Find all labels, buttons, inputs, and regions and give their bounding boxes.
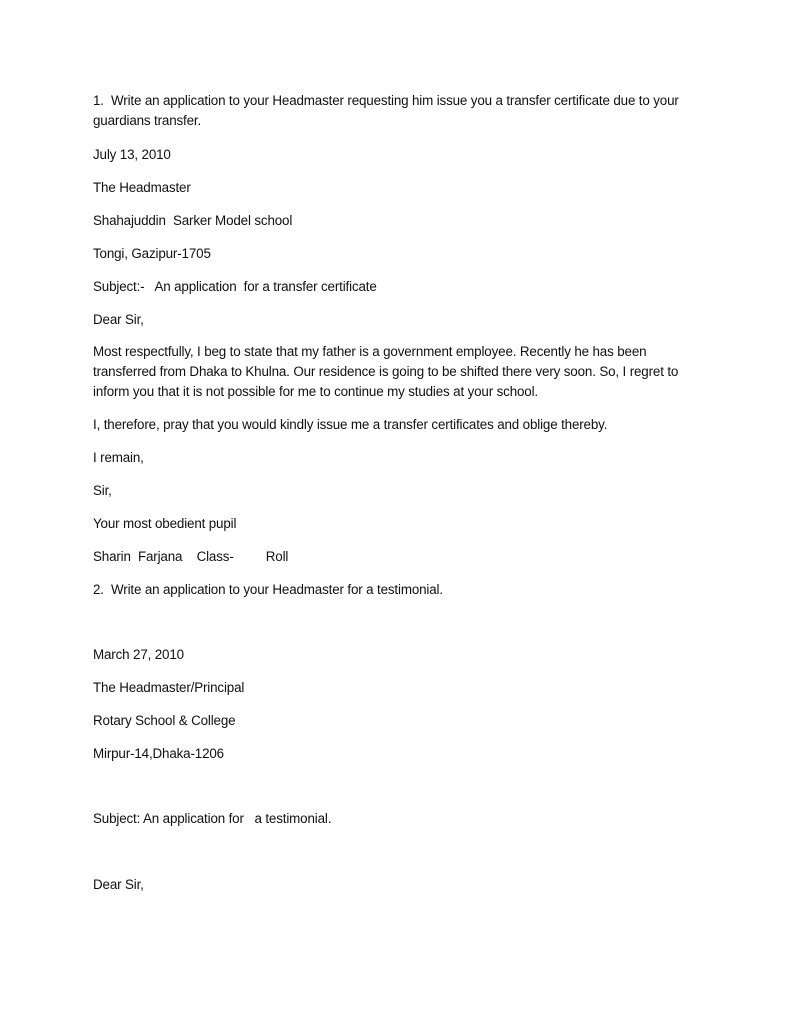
letter-1-recipient: The Headmaster — [93, 180, 191, 195]
letter-1-body-line-3: inform you that it is not possible for me to continue my studies at your school. — [93, 384, 538, 399]
letter-1-body-line-1: Most respectfully, I beg to state that my father is a government employee. Recently he has been — [93, 344, 647, 359]
question-1-prompt-line-2: guardians transfer. — [93, 113, 202, 128]
letter-1-request: I, therefore, pray that you would kindly issue me a transfer certificates and oblige thereby. — [93, 417, 608, 432]
letter-1-subject: Subject:- An application for a transfer certificate — [93, 279, 377, 294]
letter-1-body — [93, 342, 693, 402]
question-1-prompt — [93, 91, 693, 131]
letter-2-address: Mirpur-14,Dhaka-1206 — [93, 746, 224, 761]
letter-2-subject: Subject: An application for a testimonial. — [93, 811, 332, 826]
letter-1-school: Shahajuddin Sarker Model school — [93, 213, 293, 228]
letter-2-salutation: Dear Sir, — [93, 877, 144, 892]
letter-1-closing-remain: I remain, — [93, 450, 144, 465]
letter-1-signature: Sharin Farjana Class- Roll — [93, 549, 289, 564]
letter-1-date: July 13, 2010 — [93, 147, 171, 162]
letter-2-date: March 27, 2010 — [93, 647, 184, 662]
letter-1-salutation: Dear Sir, — [93, 312, 144, 327]
question-2-prompt: 2. Write an application to your Headmaster for a testimonial. — [93, 582, 443, 597]
letter-1-address: Tongi, Gazipur-1705 — [93, 246, 211, 261]
letter-2-school: Rotary School & College — [93, 713, 236, 728]
letter-1-body-line-2: transferred from Dhaka to Khulna. Our residence is going to be shifted there very soon. So, I regret to — [93, 364, 679, 379]
letter-2-recipient: The Headmaster/Principal — [93, 680, 245, 695]
question-1-prompt-line-1: 1. Write an application to your Headmaster requesting him issue you a transfer certificate due to your — [93, 93, 679, 108]
letter-1-closing-pupil: Your most obedient pupil — [93, 516, 237, 531]
letter-1-closing-sir: Sir, — [93, 483, 112, 498]
